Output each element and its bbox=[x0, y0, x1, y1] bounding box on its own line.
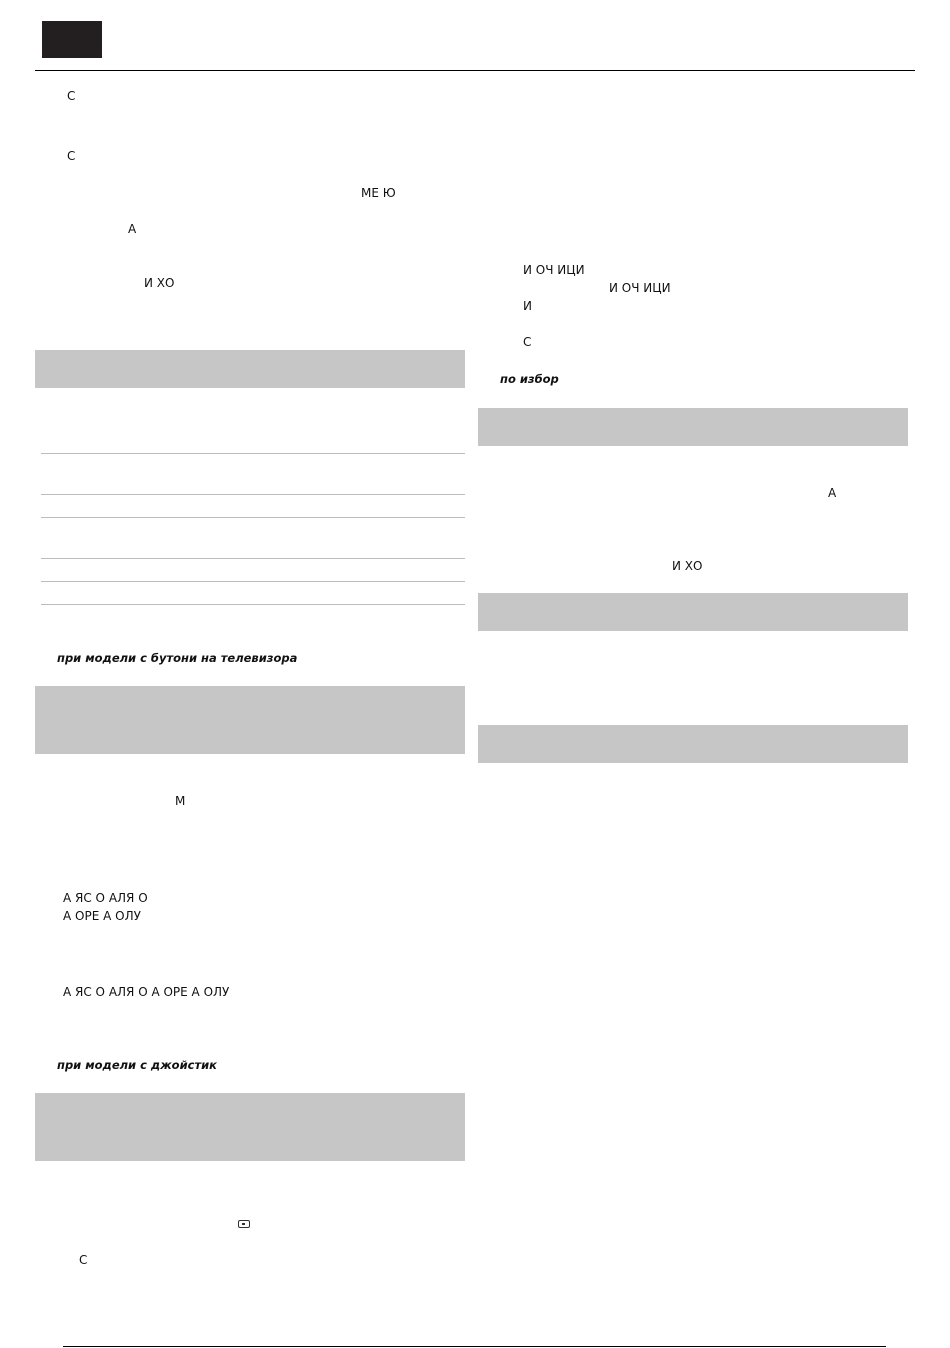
left-section-header-1 bbox=[35, 350, 465, 388]
right-text-c: С bbox=[523, 335, 532, 349]
table-rule-2 bbox=[41, 494, 465, 495]
input-source-icon bbox=[238, 1220, 250, 1228]
note-button-models: при модели с бутони на телевизора bbox=[57, 651, 298, 665]
direction-line-2: А ОРЕ А ОЛУ bbox=[63, 909, 141, 923]
right-text-i: И bbox=[523, 299, 532, 313]
left-text-menu: МЕ Ю bbox=[361, 186, 396, 200]
table-rule-5 bbox=[41, 581, 465, 582]
right-section-header-1 bbox=[478, 408, 908, 446]
brand-logo bbox=[42, 21, 102, 58]
right-section-header-2 bbox=[478, 593, 908, 631]
right-text-exit: И ХО bbox=[672, 559, 703, 573]
left-text-m: М bbox=[175, 794, 186, 808]
right-text-a: А bbox=[828, 486, 837, 500]
note-joystick-models: при модели с джойстик bbox=[57, 1058, 217, 1072]
right-text-clean-1: И ОЧ ИЦИ bbox=[523, 263, 585, 277]
left-text-exit: И ХО bbox=[144, 276, 175, 290]
header-rule bbox=[35, 70, 915, 71]
note-optional: по избор bbox=[500, 372, 559, 386]
left-text-c2: С bbox=[67, 149, 76, 163]
table-rule-6 bbox=[41, 604, 465, 605]
table-rule-3 bbox=[41, 517, 465, 518]
left-section-header-3 bbox=[35, 1093, 465, 1161]
table-rule-4 bbox=[41, 558, 465, 559]
left-text-c3: С bbox=[79, 1253, 88, 1267]
right-section-header-3 bbox=[478, 725, 908, 763]
left-text-c1: С bbox=[67, 89, 76, 103]
right-text-clean-2: И ОЧ ИЦИ bbox=[609, 281, 671, 295]
table-rule-1 bbox=[41, 453, 465, 454]
footer-rule bbox=[63, 1346, 886, 1347]
direction-line-3: А ЯС О АЛЯ О А ОРЕ А ОЛУ bbox=[63, 985, 230, 999]
left-text-a: А bbox=[128, 222, 137, 236]
direction-line-1: А ЯС О АЛЯ О bbox=[63, 891, 148, 905]
left-section-header-2 bbox=[35, 686, 465, 754]
